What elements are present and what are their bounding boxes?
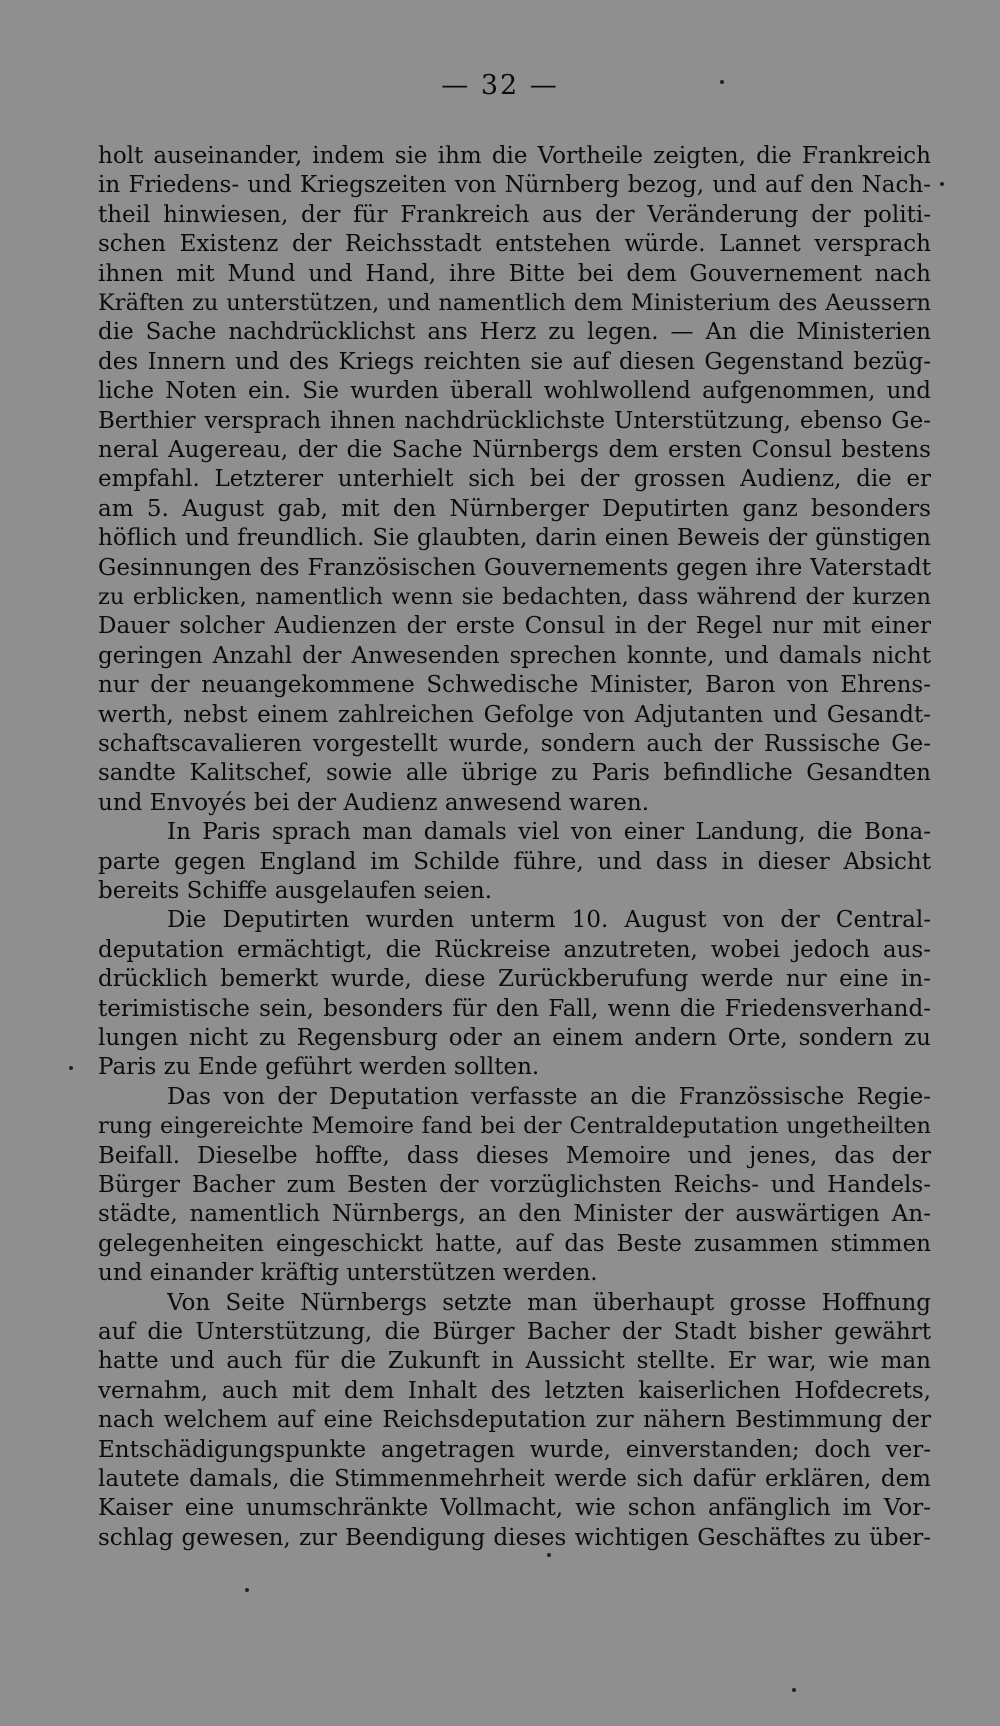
text-line: In Paris sprach man damals viel von einer Landung, die Bona- — [167, 819, 931, 846]
text-line: städte, namentlich Nürnbergs, an den Minister der auswärtigen An- — [98, 1201, 931, 1228]
page-number: — 32 — — [441, 70, 559, 101]
text-line: Von Seite Nürnbergs setzte man überhaupt grosse Hoffnung — [167, 1289, 931, 1316]
text-line: am 5. August gab, mit den Nürnberger Deputirten ganz besonders — [98, 495, 931, 522]
text-line: schaftscavalieren vorgestellt wurde, sondern auch der Russische Ge- — [98, 731, 931, 757]
text-line: schlag gewesen, zur Beendigung dieses wichtigen Geschäftes zu über- — [98, 1524, 931, 1551]
text-line: höflich und freundlich. Sie glaubten, darin einen Beweis der günstigen — [98, 525, 931, 552]
text-line: liche Noten ein. Sie wurden überall wohlwollend aufgenommen, und — [98, 378, 931, 405]
text-line: Die Deputirten wurden unterm 10. August von der Central- — [167, 907, 931, 934]
text-line: Gesinnungen des Französischen Gouvernements gegen ihre Vaterstadt — [98, 554, 931, 581]
text-line: drücklich bemerkt wurde, diese Zurückberufung werde nur eine in- — [98, 966, 931, 993]
scan-speck — [69, 1066, 73, 1070]
text-line: Berthier versprach ihnen nachdrücklichste Unterstützung, ebenso Ge- — [98, 407, 931, 434]
text-line: Kräften zu unterstützen, und namentlich dem Ministerium des Aeussern — [98, 290, 931, 316]
text-line: nach welchem auf eine Reichsdeputation zur nähern Bestimmung der — [98, 1407, 931, 1434]
text-line: bereits Schiffe ausgelaufen seien. — [98, 878, 493, 904]
scan-speck — [720, 80, 724, 84]
scan-speck — [940, 182, 944, 186]
text-line: lautete damals, die Stimmenmehrheit werde sich dafür erklären, dem — [98, 1466, 931, 1492]
scan-speck — [547, 1553, 551, 1557]
text-line: deputation ermächtigt, die Rückreise anzutreten, wobei jedoch aus- — [98, 936, 931, 963]
text-line: und Envoyés bei der Audienz anwesend waren. — [98, 789, 650, 816]
text-line: nur der neuangekommene Schwedische Minister, Baron von Ehrens- — [98, 672, 931, 699]
text-line: werth, nebst einem zahlreichen Gefolge von Adjutanten und Gesandt- — [98, 701, 931, 728]
text-line: in Friedens- und Kriegszeiten von Nürnberg bezog, und auf den Nach- — [98, 172, 931, 199]
text-line: Das von der Deputation verfasste an die Französsische Regie- — [167, 1083, 931, 1110]
text-line: theil hinwiesen, der für Frankreich aus der Veränderung der politi- — [98, 201, 931, 228]
text-line: geringen Anzahl der Anwesenden sprechen konnte, und damals nicht — [98, 642, 931, 669]
text-line: parte gegen England im Schilde führe, und dass in dieser Absicht — [98, 848, 931, 875]
text-line: sandte Kalitschef, sowie alle übrige zu Paris befindliche Gesandten — [98, 760, 931, 787]
text-line: schen Existenz der Reichsstadt entstehen würde. Lannet versprach — [98, 231, 931, 258]
text-line: holt auseinander, indem sie ihm die Vortheile zeigten, die Frankreich — [98, 143, 931, 169]
text-line: Kaiser eine unumschränkte Vollmacht, wie schon anfänglich im Vor- — [98, 1495, 931, 1522]
text-line: ihnen mit Mund und Hand, ihre Bitte bei dem Gouvernement nach — [98, 260, 931, 287]
text-line: auf die Unterstützung, die Bürger Bacher der Stadt bisher gewährt — [98, 1319, 931, 1345]
text-line: des Innern und des Kriegs reichten sie auf diesen Gegenstand bezüg- — [98, 348, 931, 375]
text-line: vernahm, auch mit dem Inhalt des letzten kaiserlichen Hofdecrets, — [98, 1377, 931, 1404]
text-line: und einander kräftig unterstützen werden. — [98, 1260, 598, 1287]
text-line: Bürger Bacher zum Besten der vorzüglichsten Reichs- und Handels- — [98, 1172, 931, 1198]
text-line: Paris zu Ende geführt werden sollten. — [98, 1054, 540, 1081]
scan-speck — [245, 1588, 249, 1592]
text-line: gelegenheiten eingeschickt hatte, auf das Beste zusammen stimmen — [98, 1230, 931, 1257]
text-line: Dauer solcher Audienzen der erste Consul in der Regel nur mit einer — [98, 613, 931, 640]
text-line: terimistische sein, besonders für den Fall, wenn die Friedensverhand- — [98, 995, 931, 1022]
text-line: neral Augereau, der die Sache Nürnbergs dem ersten Consul bestens — [98, 437, 931, 463]
text-line: zu erblicken, namentlich wenn sie bedachten, dass während der kurzen — [98, 584, 931, 610]
text-line: lungen nicht zu Regensburg oder an einem andern Orte, sondern zu — [98, 1025, 931, 1051]
text-line: hatte und auch für die Zukunft in Aussicht stellte. Er war, wie man — [98, 1348, 931, 1375]
scan-speck — [792, 1688, 796, 1692]
text-line: Entschädigungspunkte angetragen wurde, einverstanden; doch ver- — [98, 1436, 931, 1463]
text-line: die Sache nachdrücklichst ans Herz zu legen. — An die Ministerien — [98, 319, 931, 346]
text-line: Beifall. Dieselbe hoffte, dass dieses Memoire und jenes, das der — [98, 1142, 931, 1169]
text-line: rung eingereichte Memoire fand bei der Centraldeputation ungetheilten — [98, 1113, 931, 1140]
text-line: empfahl. Letzterer unterhielt sich bei der grossen Audienz, die er — [98, 466, 931, 493]
